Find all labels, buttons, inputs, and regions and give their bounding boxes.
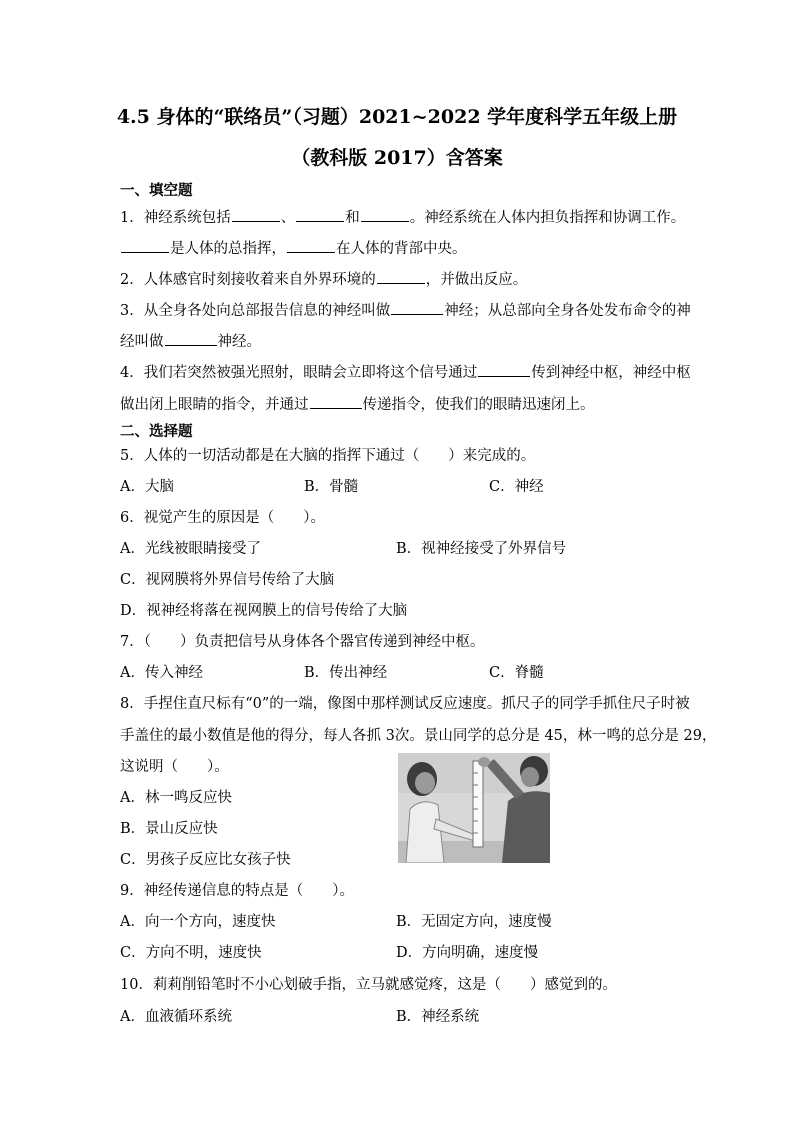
question-1-line-2: 是人体的总指挥， 在人体的背部中央。: [120, 240, 467, 258]
question-6-option-a[interactable]: A．光线被眼睛接受了: [120, 541, 261, 557]
question-5-option-a[interactable]: A．大脑: [120, 479, 174, 495]
question-7-option-a[interactable]: A．传入神经: [120, 665, 203, 681]
question-4-line-1: 4．我们若突然被强光照射，眼睛会立即将这个信号通过 传到神经中枢，神经中枢: [120, 365, 691, 381]
question-2: 2．人体感官时刻接收着来自外界环境的 ，并做出反应。: [120, 272, 528, 288]
answer-blank[interactable]: [377, 271, 425, 284]
question-10-option-b[interactable]: B．神经系统: [396, 1009, 480, 1025]
question-9-option-a[interactable]: A．向一个方向，速度快: [120, 914, 276, 930]
question-8-line-3: 这说明（ ）。: [120, 759, 229, 775]
answer-blank[interactable]: [391, 302, 443, 315]
question-5-option-c[interactable]: C．神经: [489, 479, 544, 495]
section-heading-multiple-choice: 二、选择题: [120, 423, 193, 440]
reaction-test-photo: [398, 753, 550, 863]
question-9-stem: 9．神经传递信息的特点是（ ）。: [120, 883, 354, 899]
question-6-option-c[interactable]: C．视网膜将外界信号传给了大脑: [120, 572, 335, 588]
question-8-option-b[interactable]: B．景山反应快: [120, 821, 218, 837]
question-8-option-a[interactable]: A．林一鸣反应快: [120, 790, 232, 806]
question-9-option-b[interactable]: B．无固定方向，速度慢: [396, 914, 552, 930]
question-3-line-1: 3．从全身各处向总部报告信息的神经叫做 神经；从总部向全身各处发布命令的神: [120, 303, 691, 319]
question-8-line-2: 手盖住的最小数值是他的得分，每人各抓 3次。景山同学的总分是 45，林一鸣的总分是 29，: [120, 728, 717, 744]
question-10-option-a[interactable]: A．血液循环系统: [120, 1009, 232, 1025]
section-heading-fill-blank: 一、填空题: [120, 182, 193, 199]
question-8-line-1: 8．手捏住直尺标有“0”的一端，像图中那样测试反应速度。抓尺子的同学手抓住尺子时被: [120, 696, 690, 712]
question-1-line-1: 1．神经系统包括 、 和 。神经系统在人体内担负指挥和协调工作。: [120, 210, 686, 226]
answer-blank[interactable]: [165, 333, 217, 346]
question-7-stem: 7．（ ）负责把信号从身体各个器官传递到神经中枢。: [120, 634, 485, 650]
question-9-option-c[interactable]: C．方向不明，速度快: [120, 945, 262, 961]
question-6-option-d[interactable]: D．视神经将落在视网膜上的信号传给了大脑: [120, 603, 408, 619]
answer-blank[interactable]: [310, 396, 362, 409]
answer-blank[interactable]: [296, 209, 344, 222]
question-5-stem: 5．人体的一切活动都是在大脑的指挥下通过（ ）来完成的。: [120, 448, 536, 464]
question-3-line-2: 经叫做 神经。: [120, 334, 261, 350]
question-4-line-2: 做出闭上眼睛的指令，并通过 传递指令，使我们的眼睛迅速闭上。: [120, 397, 595, 413]
page-title-line2: （教科版 2017）含答案: [291, 147, 503, 169]
answer-blank[interactable]: [232, 209, 280, 222]
answer-blank[interactable]: [478, 364, 530, 377]
question-6-stem: 6．视觉产生的原因是（ ）。: [120, 510, 325, 526]
question-9-option-d[interactable]: D．方向明确，速度慢: [396, 945, 539, 961]
page-title-line1: 4.5 身体的“联络员”（习题）2021~2022 学年度科学五年级上册: [116, 106, 678, 128]
question-10-stem: 10．莉莉削铅笔时不小心划破手指，立马就感觉疼，这是（ ）感觉到的。: [120, 977, 617, 993]
answer-blank[interactable]: [287, 240, 335, 253]
answer-blank[interactable]: [361, 209, 409, 222]
question-5-option-b[interactable]: B．骨髓: [304, 479, 359, 495]
question-8-option-c[interactable]: C．男孩子反应比女孩子快: [120, 852, 291, 868]
question-6-option-b[interactable]: B．视神经接受了外界信号: [396, 541, 567, 557]
question-7-option-c[interactable]: C．脊髓: [489, 665, 544, 681]
answer-blank[interactable]: [121, 240, 169, 253]
question-7-option-b[interactable]: B．传出神经: [304, 665, 388, 681]
